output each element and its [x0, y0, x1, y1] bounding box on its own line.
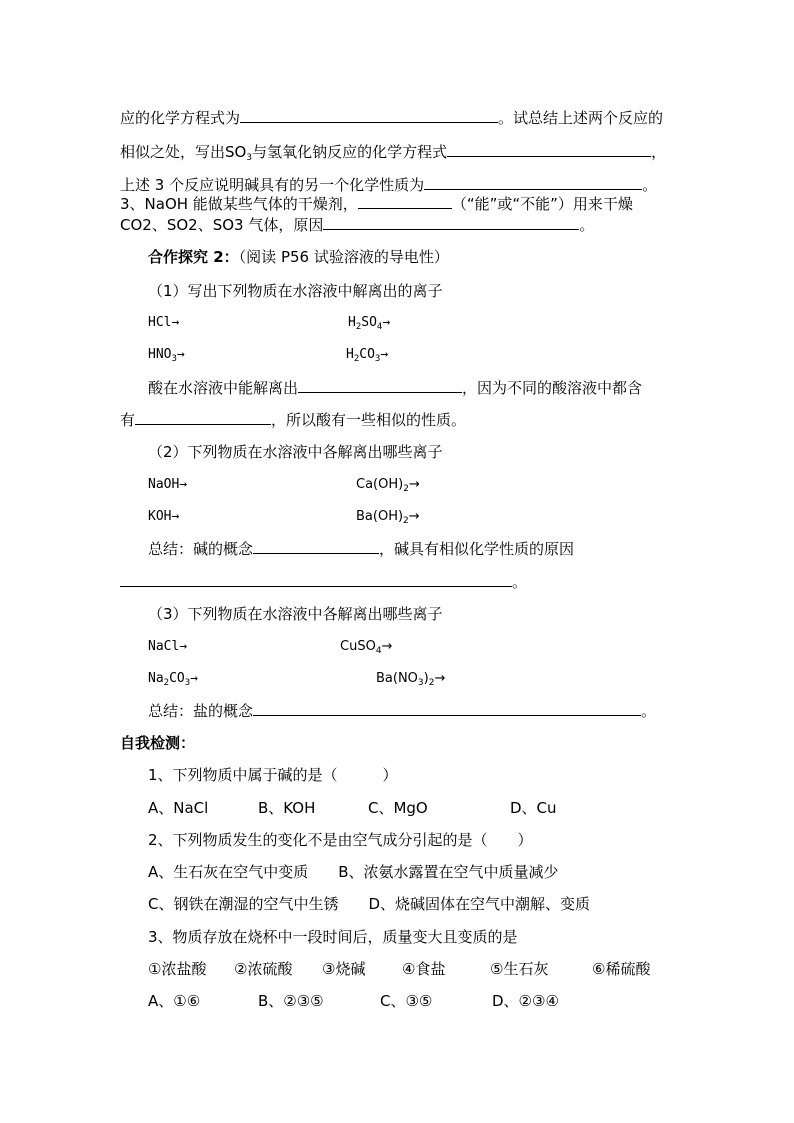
answer-blank[interactable]: [447, 142, 651, 157]
text-segment: 总结：盐的概念: [148, 702, 254, 720]
text-segment: 。: [641, 702, 657, 720]
text-segment: 。: [579, 216, 595, 234]
formula-na2co3: $Na_2CO_3\to$: [148, 671, 198, 688]
q2-summary-line-1: [148, 539, 574, 559]
formula-naoh: NaOH→: [148, 477, 188, 492]
q1-summary-line-2: [120, 410, 466, 430]
item-1: ①浓盐酸: [148, 960, 207, 978]
answer-blank[interactable]: [135, 410, 271, 425]
paragraph-line-2: [120, 142, 666, 168]
answer-blank[interactable]: [298, 378, 462, 393]
q2-summary-line-2: [120, 572, 527, 592]
test-question-1-options: [148, 798, 557, 818]
paragraph-line-1: [120, 108, 663, 128]
text-segment: （“能”或“不能”）用来干燥: [451, 195, 633, 213]
text-segment: 与氢氧化钠反应的化学方程式: [252, 143, 448, 161]
formula-caoh2: $Ca(OH)_2\to$: [356, 477, 420, 494]
test-question-2-options-1[interactable]: A、生石灰在空气中变质 B、浓氨水露置在空气中质量减少: [148, 863, 559, 881]
text-segment: 有: [120, 411, 136, 429]
option-d[interactable]: D、②③④: [492, 992, 559, 1010]
test-question-3: 3、物质存放在烧杯中一段时间后，质量变大且变质的是: [148, 928, 518, 946]
text-segment: 酸在水溶液中能解离出: [148, 379, 299, 397]
formula-h2so4: $H_2SO_4\to$: [348, 315, 391, 332]
formula-bano32: $Ba(NO_3)_2\to$: [376, 671, 446, 688]
answer-blank[interactable]: [253, 539, 379, 554]
question-1-title: （1）写出下列物质在水溶液中解离出的离子: [148, 282, 443, 300]
self-test-heading: 自我检测：: [120, 734, 196, 752]
item-2: ②浓硫酸: [234, 960, 293, 978]
option-a[interactable]: A、①⑥: [148, 992, 201, 1010]
paragraph-line-5: [120, 215, 594, 235]
formula-so3: $SO_3$: [225, 143, 253, 163]
item-3: ③烧碱: [322, 960, 366, 978]
option-c[interactable]: C、MgO: [368, 799, 428, 817]
coop-subtitle: （阅读 P56 试验溶液的导电性）: [238, 248, 449, 266]
text-segment: CO2、SO2、SO3 气体，原因: [120, 216, 324, 234]
answer-blank[interactable]: [253, 701, 641, 716]
option-d[interactable]: D、Cu: [510, 799, 557, 817]
coop-title: 合作探究 2：: [148, 248, 239, 266]
text-segment: 应的化学方程式为: [120, 109, 241, 127]
text-segment: ，因为不同的酸溶液中都含: [462, 379, 643, 397]
question-3-title: （3）下列物质在水溶液中各解离出哪些离子: [148, 605, 443, 623]
q2-formula-row-1: [148, 475, 420, 499]
item-4: ④食盐: [402, 960, 446, 978]
formula-koh: KOH→: [148, 509, 180, 524]
text-segment: 。: [642, 176, 658, 194]
text-segment: 。试总结上述两个反应的: [498, 109, 664, 127]
q1-formula-row-2: [148, 345, 388, 369]
option-b[interactable]: B、②③⑤: [258, 992, 324, 1010]
text-segment: 。: [512, 573, 528, 591]
item-5: ⑤生石灰: [490, 960, 549, 978]
test-question-3-items: [148, 959, 650, 979]
q3-formula-row-2: [148, 669, 445, 693]
item-6: ⑥稀硫酸: [592, 960, 651, 978]
text-segment: 3、NaOH 能做某些气体的干燥剂，: [120, 195, 358, 213]
paragraph-line-3: [120, 175, 657, 195]
test-question-1: 1、下列物质中属于碱的是（ ）: [148, 766, 398, 784]
formula-cuso4: CuSO$_4$→: [340, 639, 393, 656]
paragraph-line-4: [120, 194, 633, 214]
text-segment: 上述 3 个反应说明碱具有的另一个化学性质为: [120, 176, 425, 194]
test-question-3-options: [148, 991, 559, 1011]
text-segment: ，碱具有相似化学性质的原因: [379, 540, 575, 558]
q3-summary-line-1: [148, 701, 656, 721]
text-segment: 总结：碱的概念: [148, 540, 254, 558]
formula-hcl: HCl→: [148, 315, 180, 330]
coop-heading: [148, 247, 449, 267]
question-2-title: （2）下列物质在水溶液中各解离出哪些离子: [148, 443, 443, 461]
answer-blank[interactable]: [240, 108, 498, 123]
option-a[interactable]: A、NaCl: [148, 799, 209, 817]
formula-h2co3: $H_2CO_3\to$: [346, 347, 389, 364]
q2-formula-row-2: [148, 507, 420, 531]
test-question-2: 2、下列物质发生的变化不是由空气成分引起的是（ ）: [148, 831, 533, 849]
answer-blank[interactable]: [323, 215, 579, 230]
answer-blank[interactable]: [358, 194, 452, 209]
answer-blank[interactable]: [424, 175, 642, 190]
option-b[interactable]: B、KOH: [258, 799, 316, 817]
formula-hno3: $HNO_3\to$: [148, 347, 185, 364]
text-segment: 相似之处，写出: [120, 143, 226, 161]
answer-blank[interactable]: [120, 572, 512, 587]
formula-baoh2: $Ba(OH)_2\to$: [356, 509, 420, 526]
q3-formula-row-1: [148, 637, 392, 661]
text-segment: ，: [651, 143, 667, 161]
test-question-2-options-2[interactable]: C、钢铁在潮湿的空气中生锈 D、烧碱固体在空气中潮解、变质: [148, 895, 591, 913]
formula-nacl: NaCl→: [148, 639, 188, 654]
text-segment: ，所以酸有一些相似的性质。: [271, 411, 467, 429]
option-c[interactable]: C、③⑤: [380, 992, 433, 1010]
q1-summary-line-1: [148, 378, 642, 398]
q1-formula-row-1: [148, 313, 390, 337]
